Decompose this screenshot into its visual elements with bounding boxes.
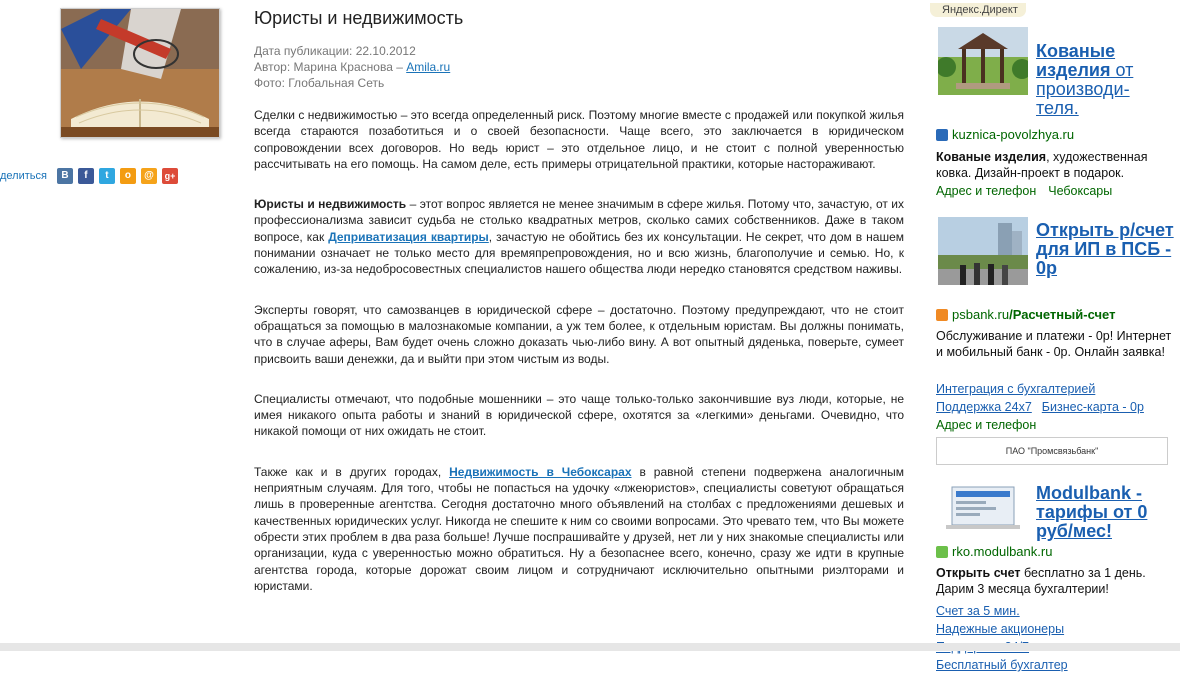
- ad-1-title-rest: от производи-теля.: [1036, 60, 1134, 118]
- modulbank-ad-image[interactable]: [938, 483, 1028, 533]
- ad-2-support-link[interactable]: Поддержка 24х7: [936, 400, 1032, 414]
- ad-1-address-link[interactable]: Адрес и телефон: [936, 184, 1037, 198]
- ad-3-title[interactable]: Modulbank - тарифы от 0 руб/мес!: [1036, 483, 1148, 541]
- author-link[interactable]: Amila.ru: [406, 60, 451, 74]
- ad-1-links: [936, 182, 1176, 200]
- ad-1-city-link[interactable]: Чебоксары: [1048, 184, 1113, 198]
- ad-3-text: [936, 565, 1176, 597]
- ad-1-title[interactable]: [1036, 42, 1166, 118]
- ad-2-integration-link[interactable]: Интеграция с бухгалтерией: [936, 382, 1096, 396]
- paragraph-2-text-b: , зачастую не обойтись без их консультации. Не секрет, что дом в нашем понимании означает не только место для времяпрепровождения, но и всю жизнь, благополучие и семью. Но, к сожалению, из-за недобросовестных специалистов нашего общества люди нередко становятся средством наживы.: [254, 229, 905, 277]
- ad-2-favicon: [936, 309, 948, 321]
- ad-2-address-link[interactable]: Адрес и телефон: [936, 418, 1037, 432]
- cheboksary-realty-link[interactable]: Недвижимость в Чебоксарах: [449, 464, 632, 479]
- ad-1-title-bold: Кованые изделия: [1036, 41, 1116, 80]
- paragraph-3: Эксперты говорят, что самозванцев в юридической сфере – достаточно. Поэтому предупреждают, что не стоит обращаться за помощью в малознакомые компании, а уж тем более, к отдельным юристам. Вы должны понимать, что в случае аферы, Вам будет очень сложно доказать чью-либо вину. А вот опытный дяденька, поверьте, сумеет присвоить ваши денежки, да и выйти при этом чистым из воды.: [254, 302, 904, 366]
- ad-2-text: Обслуживание и платежи - 0р! Интернет и мобильный банк - 0р. Онлайн заявка!: [936, 329, 1172, 359]
- paragraph-5-text-b: в равной степени подвержена аналогичным неприятным случаям. Для того, чтобы не попасться на удочку «лжеюристов», специалисты советуют обращаться лишь в проверенные агентства. Сегодня достаточно много объявлений на столбах с предложениями дешевых и качественных юридических услуг. Никогда не спешите к ним со своими вопросами. Это чревато тем, что Вы можете обрести этих проблем в два раза больше! Лучше поспрашивайте у друзей, нет ли у них знакомые специалисты или организации, куда с уверенностью можно обратиться. Ну а безопаснее всего, конечно, сразу же идти в крупные агентства города, которые дорожат своим лицом и сотрудничают исключительно опытными риэлторами и юристами.: [254, 464, 905, 593]
- share-label[interactable]: делиться: [0, 170, 47, 182]
- ad-1-text-rest: , художественная ковка. Дизайн-проект в подарок.: [936, 150, 1148, 180]
- vk-icon[interactable]: В: [57, 168, 73, 184]
- deprivatization-link[interactable]: Деприватизация квартиры: [328, 229, 489, 244]
- odnoklassniki-icon[interactable]: о: [120, 168, 136, 184]
- ad-1-text-bold: Кованые изделия: [936, 150, 1047, 164]
- article-title: Юристы и недвижимость: [254, 8, 464, 28]
- paragraph-2-text-a: – этот вопрос является не менее значимым в сфере жилья. Потому что, зачастую, от их профессионализма зависит судьба не столько квадратных метров, сколько самих собственников. Даже в таком вопросе, как: [254, 197, 905, 244]
- mailru-icon[interactable]: @: [141, 168, 157, 184]
- publication-date: Дата публикации: 22.10.2012: [254, 44, 416, 58]
- author-text: Автор: Марина Краснова –: [254, 60, 407, 74]
- ad-1-domain[interactable]: [936, 127, 1074, 142]
- ad-3-shareholders-link[interactable]: Надежные акционеры: [936, 622, 1065, 636]
- ad-2-links: [936, 380, 1176, 434]
- ad-sidebar: [930, 0, 1180, 672]
- ad-3-domain-text: rko.modulbank.ru: [952, 544, 1053, 559]
- ad-3-text-bold: Открыть счет: [936, 566, 1021, 580]
- ad-2-domain-text: psbank.ru: [952, 307, 1010, 322]
- ad-2-domain-suffix: /Расчетный-счет: [1009, 307, 1116, 322]
- ad-3-text-rest: бесплатно за 1 день. Дарим 3 месяца бухгалтерии!: [936, 566, 1146, 596]
- ad-1-domain-text: kuznica-povolzhya.ru: [952, 127, 1075, 142]
- googleplus-icon[interactable]: g+: [162, 168, 178, 184]
- ad-3-links: [936, 602, 1176, 674]
- ad-2-bank-name: ПАО "Промсвязьбанк": [936, 437, 1168, 465]
- gazebo-ad-image[interactable]: [938, 27, 1028, 95]
- share-bar: [0, 168, 183, 184]
- ad-1-text: [936, 149, 1176, 181]
- paragraph-2-bold: Юристы и недвижимость: [254, 197, 407, 212]
- ad-2-domain[interactable]: [936, 307, 1115, 322]
- paragraph-5: [254, 464, 904, 594]
- ad-3-favicon: [936, 546, 948, 558]
- ad-2-title[interactable]: Открыть р/счет для ИП в ПСБ - 0р: [1036, 220, 1174, 278]
- paragraph-4: Специалисты отмечают, что подобные мошенники – это чаще только-только закончившие вуз люди, которые, не имея никакого опыта работы и знаний в юридической сфере, охотятся за «легкими» деньгами. Очевидно, что никакой помощи от них ожидать не стоит.: [254, 391, 904, 439]
- article-meta: [254, 43, 904, 91]
- ad-3-accountant-link[interactable]: Бесплатный бухгалтер: [936, 658, 1068, 672]
- paragraph-2: [254, 196, 904, 277]
- photo-credit: Фото: Глобальная Сеть: [254, 76, 385, 90]
- article-photo: [60, 8, 220, 138]
- facebook-icon[interactable]: f: [78, 168, 94, 184]
- horizontal-scrollbar[interactable]: [0, 643, 1180, 651]
- article: [254, 8, 904, 594]
- psb-ad-image[interactable]: [938, 217, 1028, 285]
- author-line: [254, 59, 904, 75]
- ad-3-account-link[interactable]: Счет за 5 мин.: [936, 604, 1020, 618]
- twitter-icon[interactable]: t: [99, 168, 115, 184]
- paragraph-5-text-a: Также как и в других городах,: [254, 464, 450, 479]
- paragraph-1: Сделки с недвижимостью – это всегда определенный риск. Поэтому многие вместе с продажей или покупкой жилья всегда стараются позаботиться и о своей безопасности. Чаще всего, это заключается в юридическом сопровождении всех договоров. Но ведь юрист – это отдельное лицо, и не стоит с полной уверенностью рассчитывать на его помощь. На самом деле, есть примеры отрицательной практики, которые настораживают.: [254, 108, 904, 171]
- ad-3-domain[interactable]: [936, 544, 1052, 559]
- ad-2-card-link[interactable]: Бизнес-карта - 0р: [1041, 400, 1144, 414]
- ad-1-favicon: [936, 129, 948, 141]
- yandex-direct-label[interactable]: Яндекс.Директ: [930, 3, 1026, 17]
